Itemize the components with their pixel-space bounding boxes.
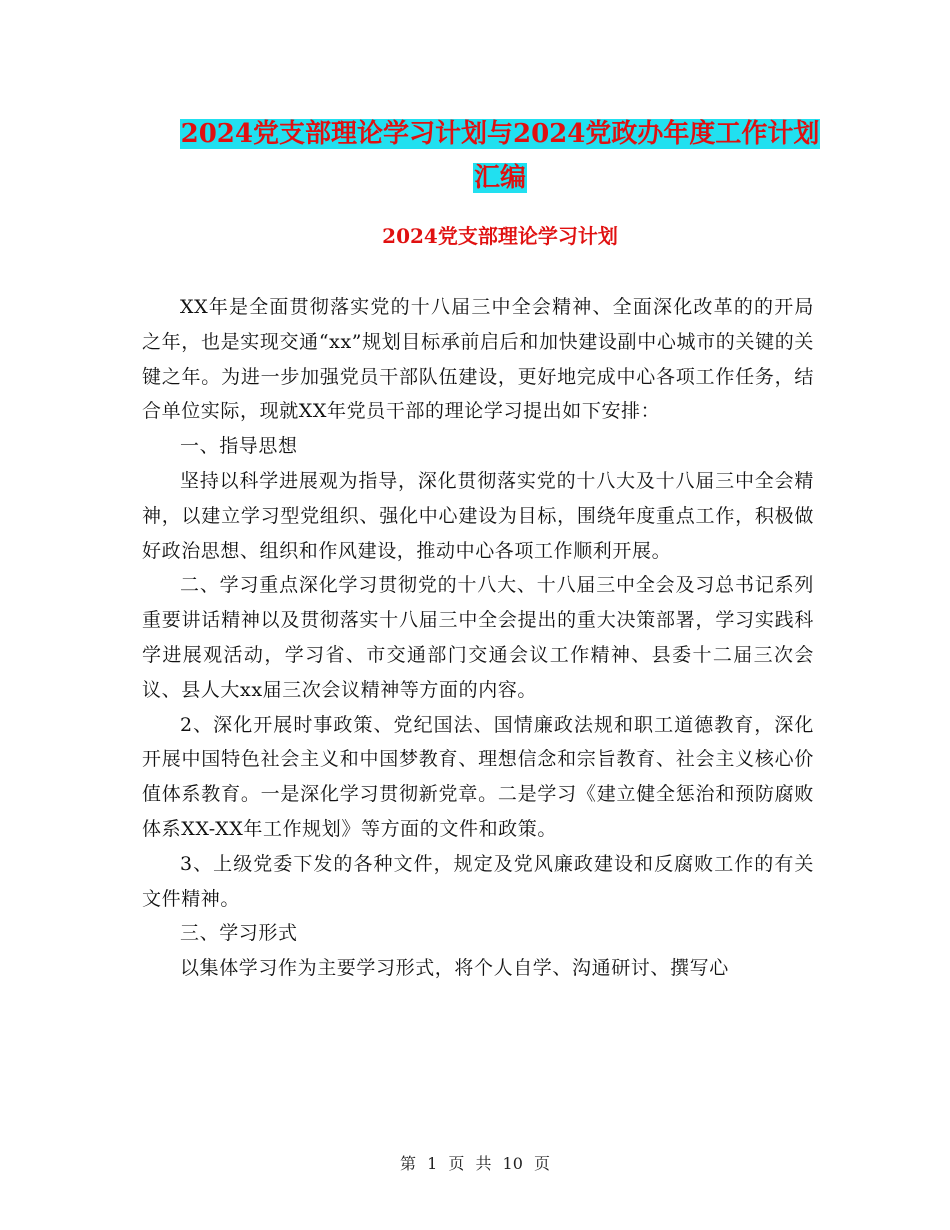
section-title: 2024党支部理论学习计划 bbox=[382, 224, 618, 248]
page-footer: 第 1 页 共 10 页 bbox=[400, 1154, 550, 1173]
paragraph-item-2: 2、深化开展时事政策、党纪国法、国情廉政法规和职工道德教育，深化开展中国特色社会主义和中国梦教育、理想信念和宗旨教育、社会主义核心价值体系教育。一是深化学习贯彻新党章。二是学习《建立健全惩治和预防腐败体系XX-XX年工作规划》等方面的文件和政策。 bbox=[142, 713, 814, 840]
document-title bbox=[140, 112, 860, 200]
paragraph-study-form: 以集体学习作为主要学习形式，将个人自学、沟通研讨、撰写心 bbox=[180, 957, 729, 980]
paragraph-intro: XX年是全面贯彻落实党的十八届三中全会精神、全面深化改革的的开局之年，也是实现交通“xx”规划目标承前启后和加快建设副中心城市的关键的关键之年。为进一步加强党员干部队伍建设，更好地完成中心各项工作任务，结合单位实际，现就XX年党员干部的理论学习提出如下安排： bbox=[142, 296, 814, 423]
document-body bbox=[142, 290, 814, 986]
paragraph-item-3: 3、上级党委下发的各种文件，规定及党风廉政建设和反腐败工作的有关文件精神。 bbox=[142, 852, 814, 910]
heading-study-form: 三、学习形式 bbox=[180, 922, 298, 945]
title-line-2: 汇编 bbox=[473, 163, 526, 193]
heading-guiding-ideology: 一、指导思想 bbox=[180, 435, 298, 458]
paragraph-guiding-ideology: 坚持以科学进展观为指导，深化贯彻落实党的十八大及十八届三中全会精神，以建立学习型党组织、强化中心建设为目标，围绕年度重点工作，积极做好政治思想、组织和作风建设，推动中心各项工作顺利开展。 bbox=[142, 469, 814, 562]
paragraph-study-focus: 二、学习重点深化学习贯彻党的十八大、十八届三中全会及习总书记系列重要讲话精神以及贯彻落实十八届三中全会提出的重大决策部署，学习实践科学进展观活动，学习省、市交通部门交通会议工作精神、县委十二届三次会议、县人大xx届三次会议精神等方面的内容。 bbox=[142, 574, 814, 701]
title-line-1: 2024党支部理论学习计划与2024党政办年度工作计划 bbox=[180, 119, 820, 149]
